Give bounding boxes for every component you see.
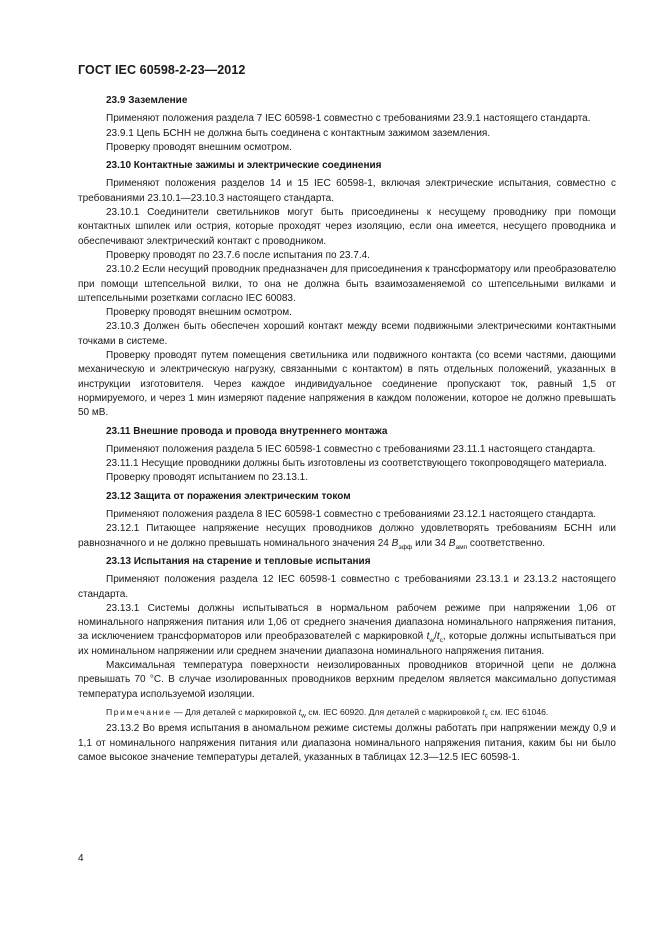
voltage-symbol: В [448,537,456,549]
text-run: см. IEC 60920. Для деталей с маркировкой [305,706,483,717]
paragraph: Максимальная температура поверхности неизолированных проводников вторичной цепи не должна превышать 70 °С. В случае изолированных проводников верхним пределом является максимально допустимая температура используемой изоляции. [78,659,616,700]
section-heading-23-12: 23.12 Защита от поражения электрическим током [106,490,351,502]
paragraph [78,522,616,551]
document-body [78,90,616,765]
section-heading-23-13: 23.13 Испытания на старение и тепловые испытания [106,555,371,567]
subscript: c [484,712,488,720]
paragraph [78,602,616,659]
text-run: — Для деталей с маркировкой [171,706,299,717]
paragraph: 23.13.2 Во время испытания в аномальном режиме системы должны работать при напряжении между 0,9 и 1,1 от номинального напряжения питания или диапазона номинального напряжения питания, каким бы ни было самое высокое значение температуры деталей, указанных в таблицах 12.3—12.5 IEC 60598-1. [78,723,616,763]
paragraph: Применяют положения раздела 5 IEC 60598-1 совместно с требованиями 23.11.1 настоящего стандарта. [106,443,596,455]
text-run: , которые должны испытываться при их номинальном напряжении или среднем значении диапазона номинального напряжения питания. [78,631,616,657]
symbol-t: t [482,706,485,717]
paragraph: 23.10.2 Если несущий проводник предназначен для присоединения к трансформатору или преобразователю при помощи штепсельной вилки, то она не должна быть взаимозаменяемой со штепсельными вилками и штепсельными розетками согласно IEC 60083. [78,264,616,304]
paragraph: Применяют положения раздела 8 IEC 60598-1 совместно с требованиями 23.12.1 настоящего стандарта. [106,509,597,521]
paragraph: 23.10.3 Должен быть обеспечен хороший контакт между всеми подвижными электрическими контактными точками в системе. [78,321,616,347]
subscript: c [439,637,443,645]
paragraph: Проверку проводят испытанием по 23.13.1. [106,472,309,484]
text-run: 23.12.1 Питающее напряжение несущих проводников должно удовлетворять требованиям БСНН или равнозначного и не должно превышать номинального значения 24 [78,523,616,549]
symbol-t: t [436,631,440,643]
slash: / [434,631,437,643]
voltage-symbol: В [391,537,399,549]
text-run: 23.13.1 Системы должны испытываться в нормальном рабочем режиме при напряжении 1,06 от номинального напряжения питания или 1,06 от среднего значения диапазона номинального напряжения питания, за исключением трансформаторов или преобразователей с маркировкой [78,602,616,643]
text-run: соответственно. [467,537,546,549]
subscript: w [301,712,306,720]
paragraph: Применяют положения разделов 14 и 15 IEC 60598-1, включая электрические испытания, совместно с требованиями 23.10.1—23.10.3 настоящего стандарта. [78,178,616,204]
document-header: ГОСТ IEC 60598-2-23—2012 [78,63,246,77]
section-heading-23-10: 23.10 Контактные зажимы и электрические соединения [106,160,382,172]
subscript: амп [455,543,468,551]
text-run: см. IEC 61046. [487,706,549,717]
paragraph: Проверку проводят внешним осмотром. [106,141,292,153]
section-heading-23-11: 23.11 Внешние провода и провода внутреннего монтажа [106,425,388,437]
paragraph: Проверку проводят путем помещения светильника или подвижного контакта (со всеми частями, дающими механическую и электрическую нагрузку, связанными с контактом) в пять отдельных положений, указанных в инструкции изготовителя. Через каждое индивидуальное соединение пропускают ток, равный 1,5 от нормируемого, и через 1 мин измеряют падение напряжения в каждом положении, которое не должно превышать 50 мВ. [78,350,616,419]
symbol-t: t [298,706,302,717]
page-number: 4 [78,853,84,864]
paragraph: 23.9.1 Цепь БСНН не должна быть соединена с контактным зажимом заземления. [106,127,491,139]
paragraph: 23.11.1 Несущие проводники должны быть изготовлены из соответствующего токопроводящего материала. [106,458,607,470]
note-label: Примечание [106,706,172,717]
paragraph: 23.10.1 Соединители светильников могут быть присоединены к несущему проводнику при помощи контактных шпилек или острия, которые проходят через изоляцию, если она имеется, несущего проводника и обеспечивают электрический контакт с проводником. [78,207,616,247]
paragraph: Проверку проводят по 23.7.6 после испытания по 23.7.4. [106,249,370,261]
subscript: w [429,637,435,645]
subscript: эфф [398,543,413,551]
paragraph: Применяют положения раздела 12 IEC 60598-1 совместно с требованиями 23.13.1 и 23.13.2 настоящего стандарта. [78,574,616,600]
symbol-t: t [426,631,430,643]
paragraph: Применяют положения раздела 7 IEC 60598-1 совместно с требованиями 23.9.1 настоящего стандарта. [106,113,591,125]
text-run: или 34 [412,537,449,549]
paragraph: Проверку проводят внешним осмотром. [106,307,292,319]
note [78,706,616,719]
section-heading-23-9: 23.9 Заземление [106,95,188,106]
